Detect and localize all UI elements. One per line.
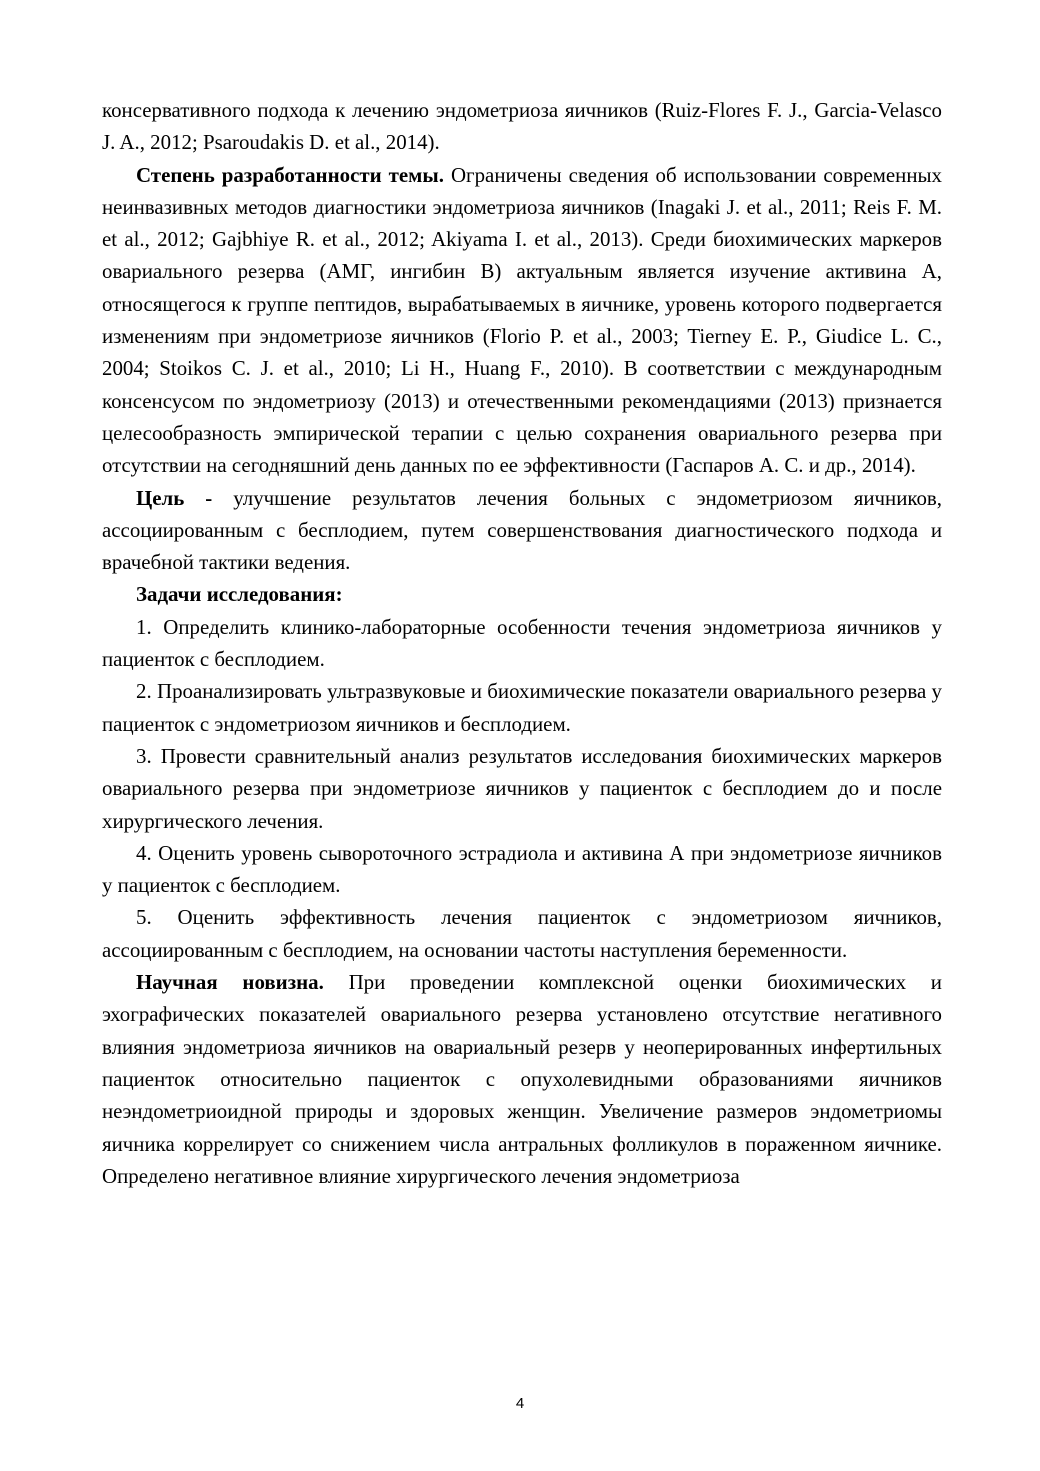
- paragraph-text: Ограничены сведения об использовании современных неинвазивных методов диагностики эндометриоза яичников (Inagaki J. et al., 2011; Reis F. M. et al., 2012; Gajbhiye R. et al., 2012; Akiyama I. et al., 2013). Среди биохимических маркеров овариального резерва (АМГ, ингибин В) актуальным является изучение активина А, относящегося к группе пептидов, вырабатываемых в яичнике, уровень которого подвергается изменениям при эндометриозе яичников (Florio P. et al., 2003; Tierney E. P., Giudice L. C., 2004; Stoikos C. J. et al., 2010; Li H., Huang F., 2010). В соответствии с международным консенсусом по эндометриозу (2013) и отечественными рекомендациями (2013) признается целесообразность эмпирической терапии с целью сохранения овариального резерва при отсутствии на сегодняшний день данных по ее эффективности (Гаспаров А. С. и др., 2014).: [102, 162, 942, 478]
- heading-text: Задачи исследования:: [136, 582, 343, 607]
- paragraph-continuation: [102, 94, 942, 159]
- paragraph-development-degree: [102, 159, 942, 482]
- paragraph-text: 1. Определить клинико-лабораторные особенности течения эндометриоза яичников у пациенток с бесплодием.: [102, 614, 942, 672]
- page-number: 4: [515, 1395, 525, 1412]
- document-page: [102, 94, 942, 1192]
- paragraph-goal: [102, 482, 942, 579]
- paragraph-text: улучшение результатов лечения больных с эндометриозом яичников, ассоциированным с бесплодием, путем совершенствования диагностического подхода и врачебной тактики ведения.: [102, 485, 943, 575]
- paragraph-lead: Степень разработанности темы.: [136, 162, 444, 187]
- paragraph-scientific-novelty: [102, 966, 942, 1192]
- section-heading-tasks: [102, 578, 942, 610]
- paragraph-text: 2. Проанализировать ультразвуковые и биохимические показатели овариального резерва у пациенток с эндометриозом яичников и бесплодием.: [102, 679, 942, 736]
- paragraph-text: консервативного подхода к лечению эндометриоза яичников (Ruiz-Flores F. J., Garcia-Velasco J. A., 2012; Psaroudakis D. et al., 2014).: [102, 98, 942, 155]
- task-item-2: [102, 675, 942, 740]
- paragraph-text: 4. Оценить уровень сывороточного эстрадиола и активина А при эндометриозе яичников у пациенток с бесплодием.: [102, 840, 942, 898]
- paragraph-lead: Цель -: [136, 485, 213, 510]
- task-item-4: [102, 837, 942, 902]
- paragraph-text: 5. Оценить эффективность лечения пациенток с эндометриозом яичников, ассоциированным с бесплодием, на основании частоты наступления беременности.: [102, 905, 942, 962]
- task-item-1: [102, 611, 942, 676]
- task-item-5: [102, 901, 942, 966]
- paragraph-text: При проведении комплексной оценки биохимических и эхографических показателей овариального резерва установлено отсутствие негативного влияния эндометриоза яичников на овариальный резерв у неоперированных инфертильных пациенток относительно пациенток с опухолевидными образованиями яичников неэндометриоидной природы и здоровых женщин. Увеличение размеров эндометриомы яичника коррелирует со снижением числа антральных фолликулов в пораженном яичнике. Определено негативное влияние хирургического лечения эндометриоза: [102, 970, 942, 1188]
- paragraph-text: 3. Провести сравнительный анализ результатов исследования биохимических маркеров овариального резерва при эндометриозе яичников у пациенток с бесплодием до и после хирургического лечения.: [102, 743, 942, 833]
- paragraph-lead: Научная новизна.: [136, 970, 324, 995]
- task-item-3: [102, 740, 942, 837]
